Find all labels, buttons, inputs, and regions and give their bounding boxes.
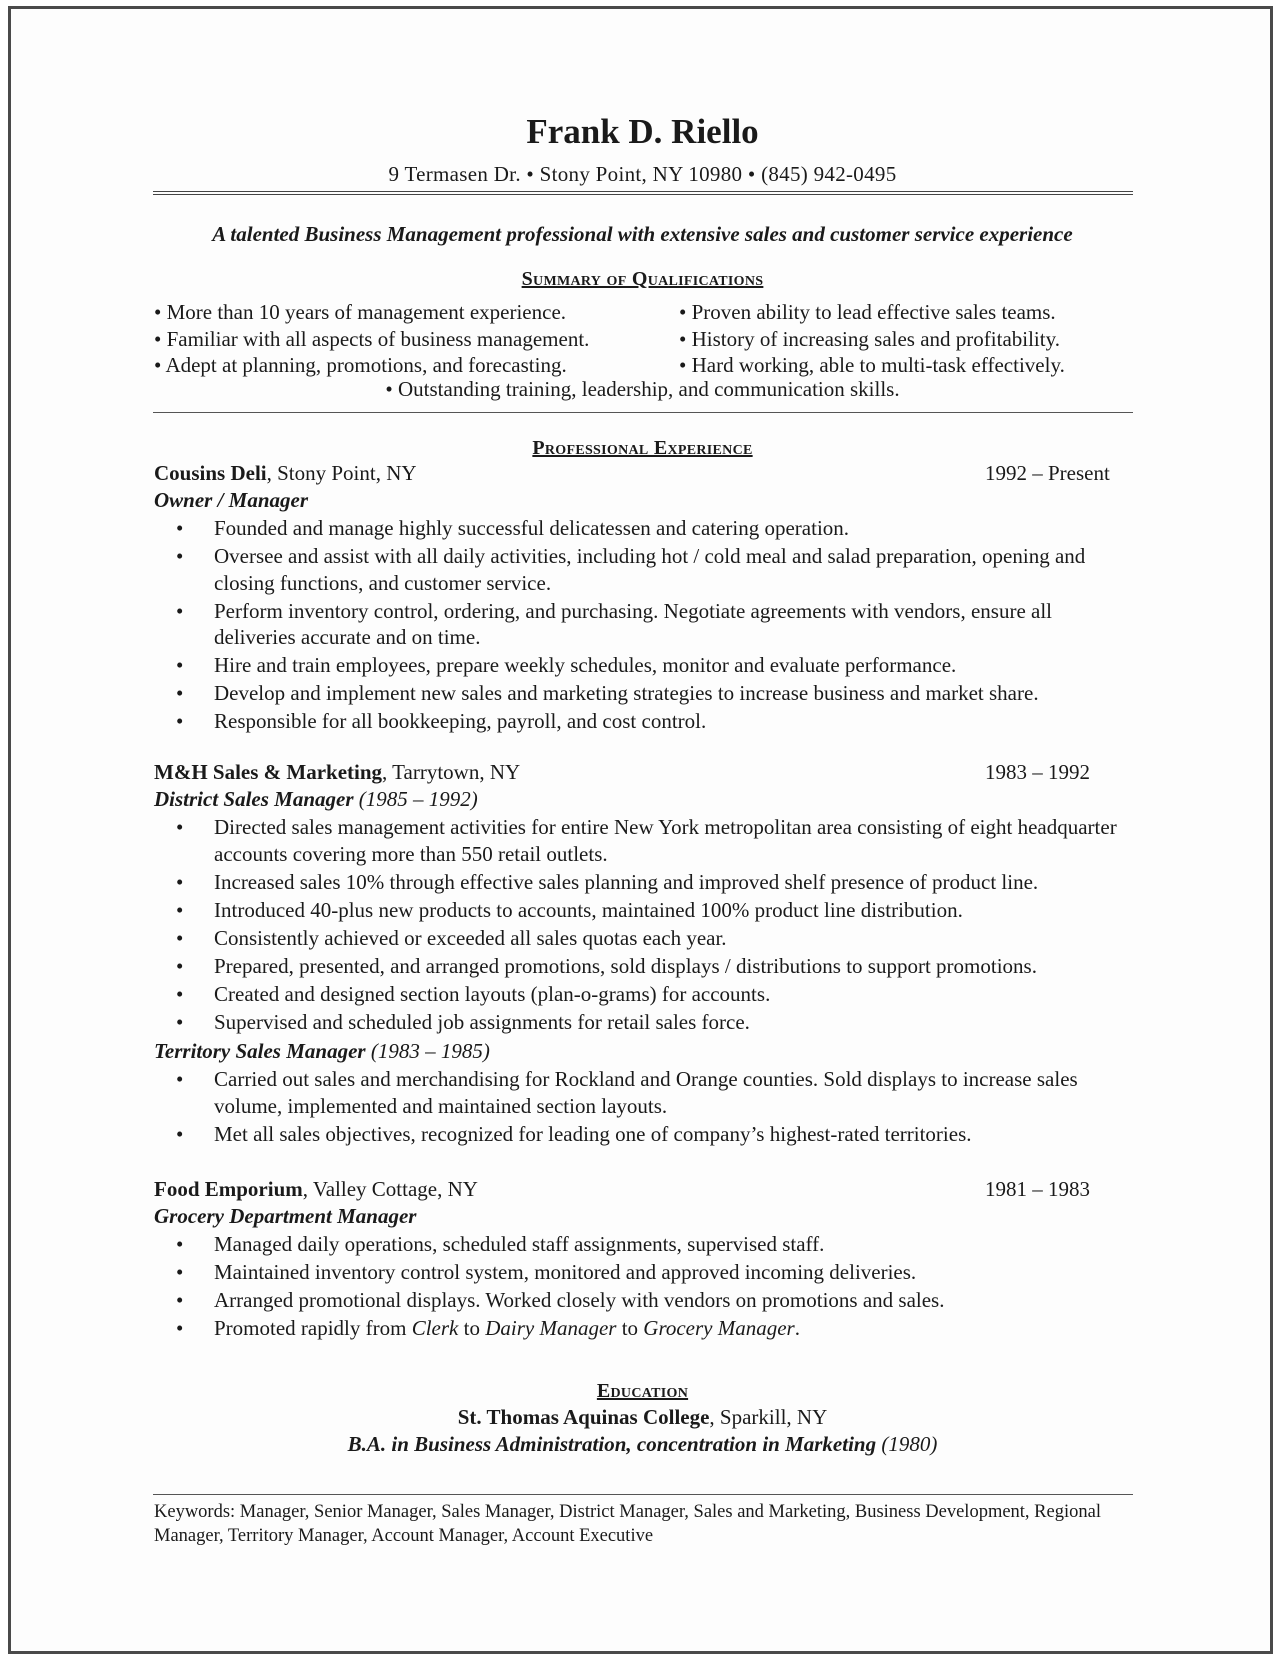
bullet-glyph: • xyxy=(176,1260,184,1284)
role-span: (1985 – 1992) xyxy=(353,787,478,811)
job-dates: 1992 – Present xyxy=(985,461,1110,485)
bullet-glyph: • xyxy=(176,1316,184,1340)
contact-line: 9 Termasen Dr. • Stony Point, NY 10980 • (845) 942-0495 xyxy=(388,162,897,186)
role-title: Grocery Department Manager xyxy=(154,1204,417,1228)
job-header xyxy=(154,760,1134,787)
bullet-glyph: • xyxy=(176,598,184,623)
school-location: , Sparkill, NY xyxy=(709,1405,828,1429)
degree-year: (1980) xyxy=(876,1432,938,1456)
job-cousins-deli xyxy=(154,461,1134,736)
list-item: • Arranged promotional displays. Worked closely with vendors on promotions and sales. xyxy=(176,1288,945,1312)
bullet-glyph: • xyxy=(176,953,184,978)
qualification-item: • Familiar with all aspects of business management. xyxy=(154,326,590,351)
qualification-row xyxy=(154,300,1134,327)
bullet-glyph: • xyxy=(176,681,184,705)
list-item: • Founded and manage highly successful delicatessen and catering operation. xyxy=(176,516,850,540)
list-item: • Maintained inventory control system, monitored and approved incoming deliveries. xyxy=(176,1260,917,1284)
bullet-glyph: • xyxy=(176,897,184,922)
qualification-row xyxy=(154,353,1134,380)
bullet-list xyxy=(154,515,1134,735)
bullet-list xyxy=(154,1231,1134,1342)
employer-location: , Tarrytown, NY xyxy=(382,760,521,784)
bullet-list xyxy=(154,1066,1134,1147)
tagline: A talented Business Management professional with extensive sales and customer service experience xyxy=(212,222,1073,246)
bullet-glyph: • xyxy=(176,544,184,568)
bullet-glyph: • xyxy=(176,1232,184,1256)
employer-name: M&H Sales & Marketing xyxy=(154,760,383,784)
list-item: • Consistently achieved or exceeded all sales quotas each year. xyxy=(176,925,727,950)
job-header xyxy=(154,1177,1134,1204)
bullet-glyph: • xyxy=(176,1067,184,1091)
qualifications-list xyxy=(154,300,1134,380)
list-item: • Introduced 40-plus new products to accounts, maintained 100% product line distribution. xyxy=(176,897,963,922)
job-dates: 1983 – 1992 xyxy=(985,760,1090,784)
bullet-glyph: • xyxy=(176,1009,184,1034)
degree-name: B.A. in Business Administration, concentration in Marketing xyxy=(347,1432,877,1456)
qualification-item: • Adept at planning, promotions, and forecasting. xyxy=(154,353,567,377)
qualification-item: • History of increasing sales and profitability. xyxy=(679,326,1060,351)
employer-location: , Valley Cottage, NY xyxy=(302,1177,478,1201)
list-item: • Increased sales 10% through effective sales planning and improved shelf presence of product line. xyxy=(176,869,1039,894)
qualification-item: • More than 10 years of management experience. xyxy=(154,300,567,324)
list-item: • Prepared, presented, and arranged promotions, sold displays / distributions to support promotions. xyxy=(176,953,1037,978)
list-item: • Carried out sales and merchandising for Rockland and Orange counties. Sold displays to increase sales volume, implemented and maintained section layouts. xyxy=(176,1067,1078,1118)
experience-heading: Professional Experience xyxy=(532,437,753,459)
role-title xyxy=(154,488,1134,515)
education-degree xyxy=(150,1432,1135,1457)
bullet-glyph: • xyxy=(176,516,184,540)
school-name: St. Thomas Aquinas College xyxy=(457,1405,710,1429)
list-item: • Perform inventory control, ordering, and purchasing. Negotiate agreements with vendors, ensure all deliveries accurate and on time. xyxy=(176,598,1053,649)
role-span: (1983 – 1985) xyxy=(365,1039,490,1063)
summary-heading: Summary of Qualifications xyxy=(521,268,764,290)
role-title-text: Owner / Manager xyxy=(154,488,309,512)
list-item: • Supervised and scheduled job assignments for retail sales force. xyxy=(176,1009,750,1034)
education-heading: Education xyxy=(596,1380,689,1402)
header-divider xyxy=(153,191,1133,195)
list-item: • Promoted rapidly from Clerk to Dairy Manager to Grocery Manager. xyxy=(176,1316,800,1340)
qualification-item-centered: • Outstanding training, leadership, and communication skills. xyxy=(385,377,900,401)
list-item: • Met all sales objectives, recognized for leading one of company’s highest-rated territories. xyxy=(176,1121,972,1146)
qualification-item: • Hard working, able to multi-task effectively. xyxy=(679,353,1065,377)
job-food-emporium xyxy=(154,1177,1134,1343)
bullet-glyph: • xyxy=(176,1288,184,1312)
job-mh-sales xyxy=(154,760,1134,1149)
bullet-glyph: • xyxy=(176,925,184,950)
summary-divider xyxy=(153,412,1133,413)
bullet-list xyxy=(154,814,1134,1035)
list-item: • Directed sales management activities for entire New York metropolitan area consisting of eight headquarter accounts covering more than 550 retail outlets. xyxy=(176,815,1117,866)
list-item: • Develop and implement new sales and marketing strategies to increase business and market share. xyxy=(176,681,1039,705)
footer-divider xyxy=(153,1494,1133,1495)
list-item: • Managed daily operations, scheduled staff assignments, supervised staff. xyxy=(176,1232,825,1256)
role-title: Territory Sales Manager (1983 – 1985) xyxy=(154,1039,490,1063)
bullet-glyph: • xyxy=(176,709,184,733)
list-item: • Responsible for all bookkeeping, payroll, and cost control. xyxy=(176,709,707,733)
qualification-item: • Proven ability to lead effective sales teams. xyxy=(679,300,1056,324)
bullet-glyph: • xyxy=(176,1121,184,1146)
bullet-glyph: • xyxy=(176,815,184,839)
keywords: Keywords: Manager, Senior Manager, Sales Manager, District Manager, Sales and Marketing, Business Development, Regional Manager, Territory Manager, Account Manager, Account Executive xyxy=(154,1502,1101,1546)
education-school xyxy=(150,1405,1135,1430)
bullet-glyph: • xyxy=(176,869,184,894)
bullet-glyph: • xyxy=(176,653,184,677)
bullet-glyph: • xyxy=(176,981,184,1006)
list-item: • Hire and train employees, prepare weekly schedules, monitor and evaluate performance. xyxy=(176,653,957,677)
qualification-row xyxy=(154,327,1134,354)
job-header xyxy=(154,461,1134,488)
list-item: • Created and designed section layouts (plan-o-grams) for accounts. xyxy=(176,981,771,1006)
candidate-name: Frank D. Riello xyxy=(526,112,759,151)
list-item: • Oversee and assist with all daily activities, including hot / cold meal and salad preparation, opening and closing functions, and customer service. xyxy=(176,544,1086,595)
job-dates: 1981 – 1983 xyxy=(985,1177,1090,1201)
employer-location: , Stony Point, NY xyxy=(266,461,417,485)
role-title: District Sales Manager (1985 – 1992) xyxy=(154,787,478,811)
employer-name: Cousins Deli xyxy=(154,461,267,485)
employer-name: Food Emporium xyxy=(154,1177,303,1201)
